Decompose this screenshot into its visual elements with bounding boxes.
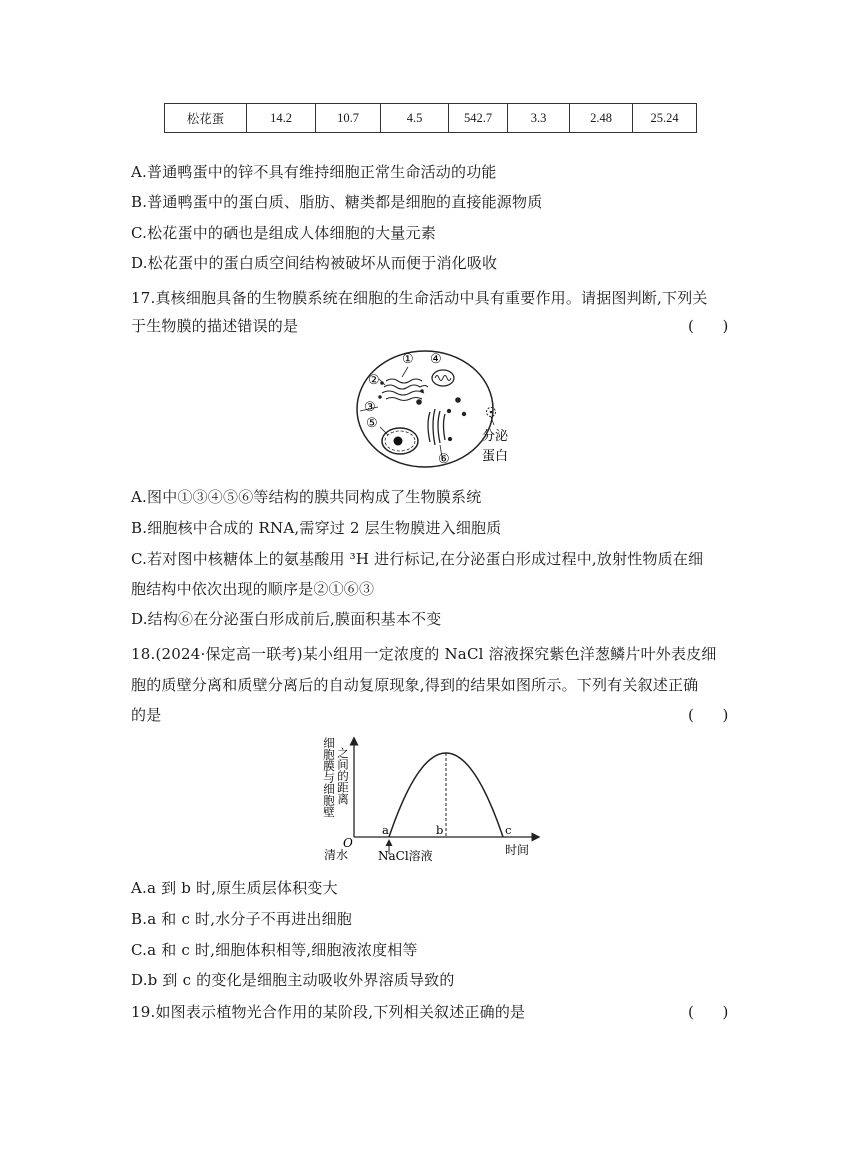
table-cell: 542.7 [449, 104, 508, 133]
table-cell: 10.7 [316, 104, 381, 133]
q17-stem-line2: 于生物膜的描述错误的是 [131, 317, 299, 335]
nacl-label: NaCl溶液 [378, 849, 433, 863]
label-6: ⑥ [438, 452, 450, 467]
vesicle-icon [455, 397, 461, 403]
q18-option-d: D.b 到 c 的变化是细胞主动吸收外界溶质导致的 [131, 971, 455, 989]
vesicle-icon [462, 412, 466, 416]
point-a-label: a [382, 823, 389, 837]
table-cell: 14.2 [247, 104, 316, 133]
golgi-apparatus [428, 409, 452, 445]
exocytosis-vesicle [487, 408, 496, 417]
q17-option-b: B.细胞核中合成的 RNA,需穿过 2 层生物膜进入细胞质 [131, 519, 502, 537]
nutrition-table [164, 103, 697, 133]
q16-option-a: A.普通鸭蛋中的锌不具有维持细胞正常生命活动的功能 [131, 163, 497, 181]
q19-stem: 19.如图表示植物光合作用的某阶段,下列相关叙述正确的是 [131, 1003, 526, 1021]
water-label: 清水 [324, 848, 349, 862]
secretion-label-1: 分泌 [482, 429, 509, 444]
x-axis-label: 时间 [505, 843, 530, 857]
q16-option-b: B.普通鸭蛋中的蛋白质、脂肪、糖类都是细胞的直接能源物质 [131, 193, 543, 211]
q17-answer-bracket: ( ) [688, 317, 729, 335]
label-2: ② [368, 373, 380, 388]
label-5: ⑤ [366, 416, 378, 431]
q17-stem-line1: 17.真核细胞具备的生物膜系统在细胞的生命活动中具有重要作用。请据图判断,下列关 [131, 289, 708, 307]
q18-stem-line3: 的是 [131, 706, 162, 724]
table-cell: 4.5 [381, 104, 449, 133]
y-axis-label-line1: 细胞膜与细胞壁 [322, 737, 336, 818]
q18-stem-line1: 18.(2024·保定高一联考)某小组用一定浓度的 NaCl 溶液探究紫色洋葱鳞片叶外表皮细 [131, 645, 717, 663]
nucleus [382, 428, 418, 454]
y-axis-label-line2: 之间的距离 [336, 747, 350, 805]
endoplasmic-reticulum [379, 379, 428, 401]
q17-option-c-cont: 胞结构中依次出现的顺序是②①⑥③ [131, 580, 375, 598]
label-3: ③ [364, 400, 376, 415]
q17-option-c: C.若对图中核糖体上的氨基酸用 ³H 进行标记,在分泌蛋白形成过程中,放射性物质在细 [131, 550, 704, 568]
label-1: ① [402, 352, 414, 367]
q18-answer-bracket: ( ) [688, 706, 729, 724]
q19-answer-bracket: ( ) [688, 1003, 729, 1021]
vesicle-icon [416, 399, 422, 405]
mitochondrion [432, 370, 454, 386]
q16-option-c: C.松花蛋中的硒也是组成人体细胞的大量元素 [131, 224, 436, 242]
q18-option-b: B.a 和 c 时,水分子不再进出细胞 [131, 910, 353, 928]
point-b-label: b [436, 823, 444, 837]
q16-option-d: D.松花蛋中的蛋白质空间结构被破坏从而便于消化吸收 [131, 254, 498, 272]
secretion-label-2: 蛋白 [482, 449, 509, 464]
q18-stem-line2: 胞的质壁分离和质壁分离后的自动复原现象,得到的结果如图所示。下列有关叙述正确 [131, 676, 699, 694]
table-cell: 25.24 [633, 104, 697, 133]
table-cell: 3.3 [508, 104, 570, 133]
table-cell: 松花蛋 [165, 104, 247, 133]
table-row [165, 104, 697, 133]
origin-label: O [343, 836, 353, 850]
point-c-label: c [505, 823, 512, 837]
label-4: ④ [430, 352, 442, 367]
plasmolysis-chart [316, 733, 548, 868]
cell-diagram [352, 347, 512, 479]
q18-option-a: A.a 到 b 时,原生质层体积变大 [131, 879, 338, 897]
cell-membrane [357, 351, 493, 467]
q18-option-c: C.a 和 c 时,细胞体积相等,细胞液浓度相等 [131, 941, 418, 959]
q17-option-a: A.图中①③④⑤⑥等结构的膜共同构成了生物膜系统 [131, 488, 482, 506]
q17-option-d: D.结构⑥在分泌蛋白形成前后,膜面积基本不变 [131, 610, 442, 628]
table-cell: 2.48 [570, 104, 633, 133]
